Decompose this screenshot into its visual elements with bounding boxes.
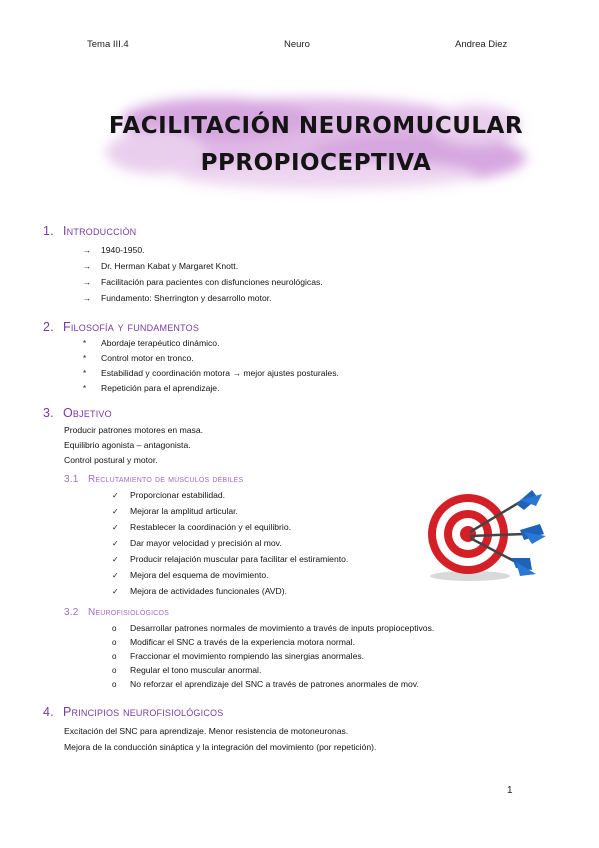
circle-bullet-icon: o: [112, 652, 117, 661]
check-icon: ✓: [112, 539, 119, 548]
circle-bullet-icon: o: [112, 638, 117, 647]
objective-line: Equilibrio agonista – antagonista.: [64, 440, 191, 450]
section-title: Filosofía y fundamentos: [63, 320, 200, 334]
list-item: o No reforzar el aprendizaje del SNC a través de patrones anormales de mov.: [112, 677, 419, 693]
arrow-icon: →: [83, 294, 91, 303]
arrow-icon: →: [83, 246, 91, 255]
subsection-number: 3.2: [64, 607, 79, 618]
asterisk-icon: *: [83, 354, 87, 363]
asterisk-icon: *: [83, 384, 87, 393]
list-item: ✓ Restablecer la coordinación y el equilibrio.: [112, 520, 291, 536]
list-item: o Modificar el SNC a través de la experiencia motora normal.: [112, 635, 355, 651]
section-number: 4.: [43, 705, 54, 719]
list-item: ✓ Mejorar la amplitud articular.: [112, 504, 238, 520]
title-line-1: FACILITACIÓN NEUROMUCULAR: [108, 113, 524, 139]
objective-line: Producir patrones motores en masa.: [64, 425, 203, 435]
list-item: ✓ Proporcionar estabilidad.: [112, 488, 225, 504]
list-item: * Repetición para el aprendizaje.: [83, 381, 219, 397]
list-item: ✓ Mejora de actividades funcionales (AVD).: [112, 584, 287, 600]
header-subject: Neuro: [284, 39, 310, 50]
section-title: Objetivo: [63, 406, 112, 420]
asterisk-icon: *: [83, 339, 87, 348]
principle-line: Excitación del SNC para aprendizaje. Menor resistencia de motoneuronas.: [64, 726, 349, 736]
list-item: ✓ Producir relajación muscular para facilitar el estiramiento.: [112, 552, 348, 568]
header-author: Andrea Diez: [455, 39, 508, 50]
circle-bullet-icon: o: [112, 680, 117, 689]
title-line-2: PPROPIOCEPTIVA: [200, 150, 432, 176]
circle-bullet-icon: o: [112, 666, 117, 675]
title-block: [96, 80, 536, 205]
check-icon: ✓: [112, 571, 119, 580]
list-item: ✓ Dar mayor velocidad y precisión al mov.: [112, 536, 282, 552]
list-item: * Abordaje terapéutico dinámico.: [83, 336, 219, 352]
principle-line: Mejora de la conducción sináptica y la integración del movimiento (por repetición).: [64, 742, 377, 752]
subsection-number: 3.1: [64, 474, 79, 485]
check-icon: ✓: [112, 491, 119, 500]
list-item: o Regular el tono muscular anormal.: [112, 663, 261, 679]
arrow-icon: →: [83, 278, 91, 287]
circle-bullet-icon: o: [112, 624, 117, 633]
asterisk-icon: *: [83, 369, 87, 378]
page-number: 1: [507, 785, 513, 796]
check-icon: ✓: [112, 587, 119, 596]
list-item: → Facilitación para pacientes con disfunciones neurológicas.: [83, 275, 323, 291]
list-item: → Dr. Herman Kabat y Margaret Knott.: [83, 259, 238, 275]
list-item: ✓ Mejora del esquema de movimiento.: [112, 568, 269, 584]
check-icon: ✓: [112, 555, 119, 564]
objective-line: Control postural y motor.: [64, 455, 158, 465]
list-item: → 1940-1950.: [83, 243, 145, 259]
list-item: o Fraccionar el movimiento rompiendo las sinergias anormales.: [112, 649, 364, 665]
section-title: Introducción: [63, 224, 137, 238]
subsection-3-1-heading: [64, 474, 243, 485]
list-item: * Estabilidad y coordinación motora → mejor ajustes posturales.: [83, 366, 339, 382]
watercolor-wash: [96, 80, 536, 205]
list-item: → Fundamento: Sherrington y desarrollo motor.: [83, 291, 272, 307]
subsection-title: Neurofisiológicos: [88, 607, 170, 618]
section-number: 2.: [43, 320, 54, 334]
header-topic: Tema III.4: [87, 39, 129, 50]
arrow-icon: →: [83, 262, 91, 271]
list-item: * Control motor en tronco.: [83, 351, 194, 367]
check-icon: ✓: [112, 523, 119, 532]
section-number: 3.: [43, 406, 54, 420]
subsection-title: Reclutamiento de músculos débiles: [88, 474, 244, 485]
section-number: 1.: [43, 224, 54, 238]
section-1-heading: [43, 224, 136, 238]
list-item: o Desarrollar patrones normales de movimiento a través de inputs propioceptivos.: [112, 621, 434, 637]
section-title: Principios neurofisiológicos: [63, 705, 224, 719]
subsection-3-2-heading: [64, 607, 169, 618]
target-darts-icon: [420, 484, 550, 584]
check-icon: ✓: [112, 507, 119, 516]
section-3-heading: [43, 406, 112, 420]
section-4-heading: [43, 705, 223, 719]
section-2-heading: [43, 320, 199, 334]
